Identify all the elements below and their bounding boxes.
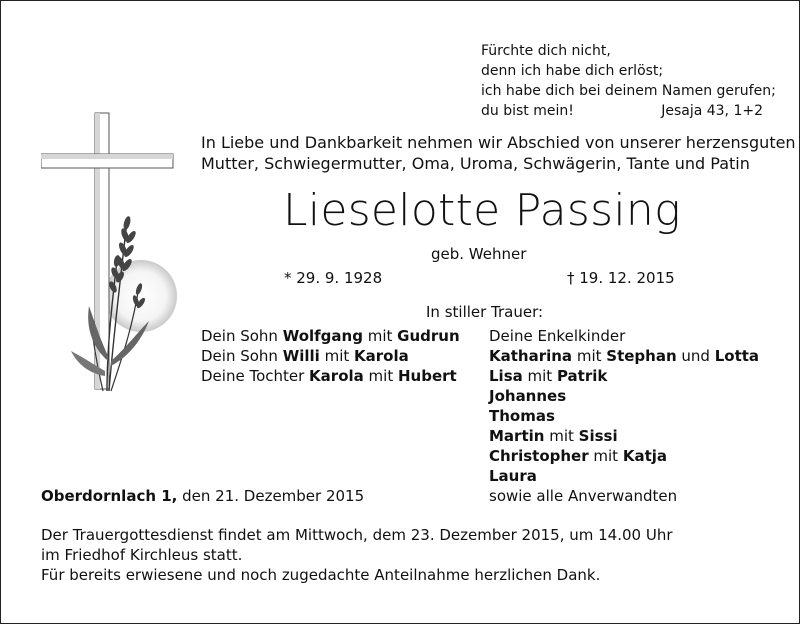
verse-line: ich habe dich bei deinem Namen gerufen; [481, 83, 776, 99]
verse-line: du bist mein! [481, 103, 574, 119]
list-item: Thomas [489, 407, 555, 425]
death-date: † 19. 12. 2015 [567, 269, 675, 287]
closing-line: Der Trauergottesdienst findet am Mittwoch, dem 23. Dezember 2015, um 14.00 Uhr [41, 526, 673, 544]
closing-line: im Friedhof Kirchleus statt. [41, 546, 243, 564]
bible-verse [481, 41, 776, 121]
closing-line: Für bereits erwiesene und noch zugedachte Anteilnahme herzlichen Dank. [41, 566, 601, 584]
deceased-name: Lieselotte Passing [283, 185, 681, 236]
list-item: Dein Sohn Wolfgang mit Gudrun [201, 327, 460, 345]
list-item: Lisa mit Patrik [489, 367, 608, 385]
intro-line: In Liebe und Dankbarkeit nehmen wir Abschied von unserer herzensguten [201, 133, 796, 152]
relatives-line: sowie alle Anverwandten [489, 487, 678, 505]
list-item: Martin mit Sissi [489, 427, 618, 445]
address: Oberdornlach 1, [41, 487, 178, 505]
grandchildren-heading: Deine Enkelkinder [489, 327, 626, 345]
list-item: Johannes [489, 387, 567, 405]
verse-line: denn ich habe dich erlöst; [481, 63, 664, 79]
intro-line: Mutter, Schwiegermutter, Oma, Uroma, Schwägerin, Tante und Patin [201, 154, 750, 173]
cross-wheat-icon [41, 111, 181, 401]
birth-date: * 29. 9. 1928 [284, 269, 383, 287]
place-date [41, 487, 364, 505]
list-item: Laura [489, 467, 537, 485]
verse-reference: Jesaja 43, 1+2 [661, 103, 763, 119]
grandchildren-list [489, 326, 759, 486]
birth-name: geb. Wehner [431, 245, 527, 263]
closing-text [41, 525, 673, 585]
notice-date: den 21. Dezember 2015 [177, 487, 365, 505]
list-item: Dein Sohn Willi mit Karola [201, 347, 409, 365]
mourning-heading: In stiller Trauer: [426, 303, 544, 321]
family-children-list [201, 326, 460, 386]
verse-line: Fürchte dich nicht, [481, 43, 611, 59]
list-item: Deine Tochter Karola mit Hubert [201, 367, 457, 385]
list-item: Christopher mit Katja [489, 447, 668, 465]
list-item: Katharina mit Stephan und Lotta [489, 347, 760, 365]
intro-text [201, 132, 796, 174]
